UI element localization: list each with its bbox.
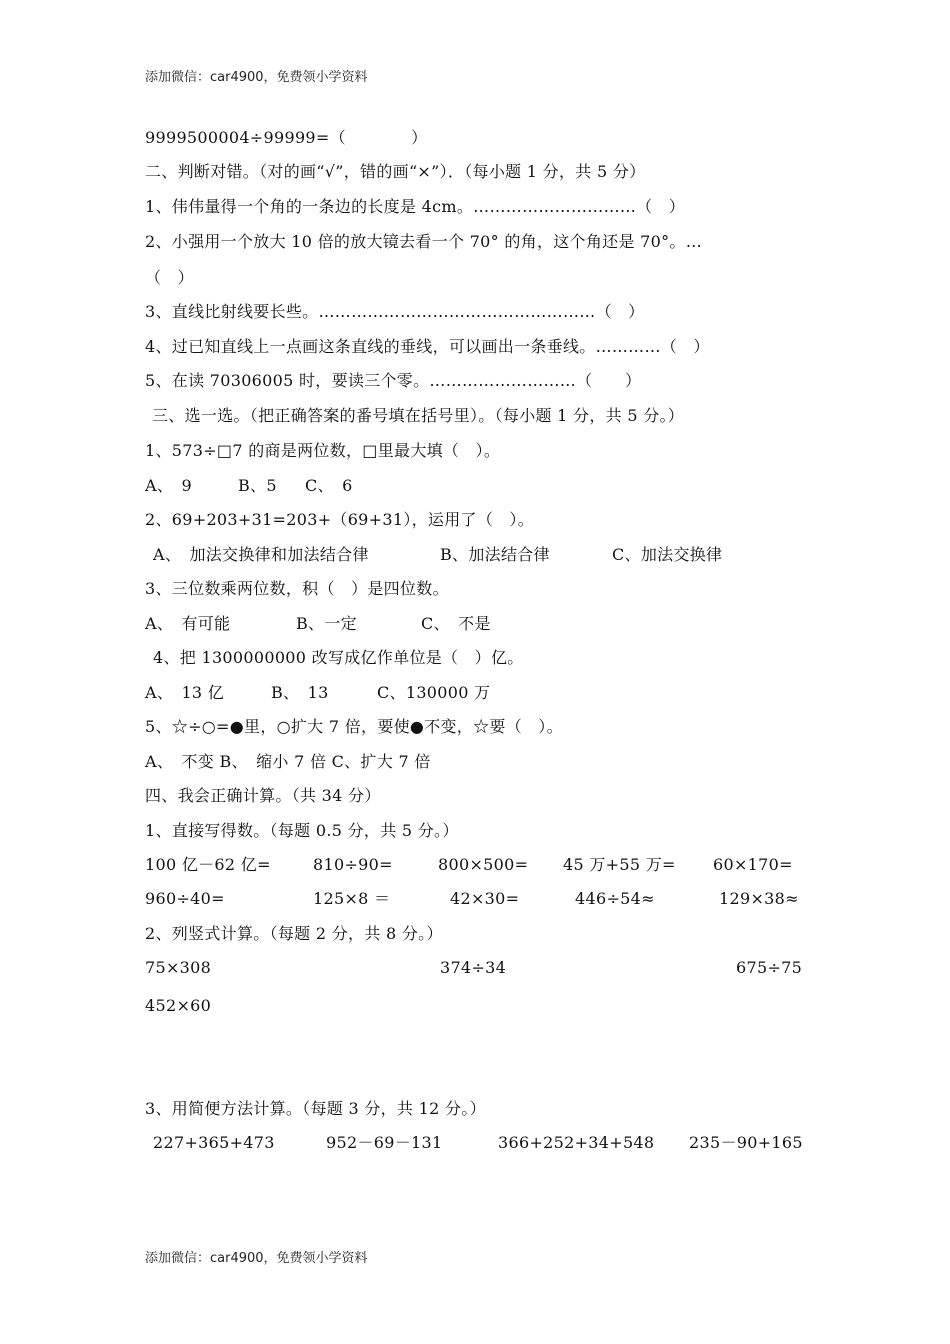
- question-line: 4、过已知直线上一点画这条直线的垂线，可以画出一条垂线。…………（ ）: [145, 337, 710, 356]
- question-line: 3、直线比射线要长些。……………………………………………（ ）: [145, 302, 645, 321]
- option-c: C、 不是: [421, 614, 491, 633]
- answer-bracket: （ ）: [145, 268, 194, 287]
- subsection-title: 2、列竖式计算。（每题 2 分，共 8 分。）: [145, 924, 443, 943]
- question-line: 1、573÷□7 的商是两位数，□里最大填（ ）。: [145, 441, 501, 460]
- oral-calc-row: [0, 889, 950, 909]
- oral-item: 129×38≈: [719, 889, 799, 908]
- vertical-item: 675÷75: [736, 958, 803, 977]
- section-title-judge: 二、判断对错。（对的画“√”，错的画“×”）．（每小题 1 分，共 5 分）: [145, 162, 646, 181]
- oral-item: 42×30=: [450, 889, 520, 908]
- option-a: A、 13 亿: [145, 683, 225, 702]
- oral-item: 800×500=: [438, 855, 529, 874]
- options-row: [0, 545, 950, 565]
- simple-item: 366+252+34+548: [498, 1133, 655, 1152]
- subsection-title: 1、直接写得数。（每题 0.5 分，共 5 分。）: [145, 821, 459, 840]
- options-row: [0, 476, 950, 496]
- oral-item: 960÷40=: [145, 889, 225, 908]
- question-line: 5、在读 70306005 时，要读三个零。………………………（ ）: [145, 371, 642, 390]
- option-c: C、130000 万: [377, 683, 491, 702]
- page-header: 添加微信：car4900，免费领小学资料: [145, 70, 368, 85]
- oral-item: 45 万+55 万=: [563, 855, 676, 874]
- section-title-choose: 三、选一选。（把正确答案的番号填在括号里）。（每小题 1 分，共 5 分。）: [152, 406, 685, 425]
- question-line: 4、把 1300000000 改写成亿作单位是（ ）亿。: [153, 648, 524, 667]
- option-a: A、 有可能: [145, 614, 231, 633]
- question-line: 9999500004÷99999=（ ）: [145, 128, 428, 147]
- subsection-title: 3、用简便方法计算。（每题 3 分，共 12 分。）: [145, 1099, 486, 1118]
- option-b: B、加法结合律: [440, 545, 550, 564]
- vertical-calc-row: [0, 958, 950, 978]
- section-title-calc: 四、我会正确计算。（共 34 分）: [145, 786, 381, 805]
- question-line: 2、小强用一个放大 10 倍的放大镜去看一个 70° 的角，这个角还是 70°。…: [145, 232, 702, 251]
- simple-calc-row: [0, 1133, 950, 1153]
- question-line: 2、69+203+31=203+（69+31），运用了（ ）。: [145, 510, 535, 529]
- question-line: 3、三位数乘两位数，积（ ）是四位数。: [145, 579, 449, 598]
- option-b: B、 13: [271, 683, 329, 702]
- option-b: B、一定: [296, 614, 357, 633]
- oral-item: 446÷54≈: [575, 889, 655, 908]
- options-row: [0, 614, 950, 634]
- simple-item: 227+365+473: [153, 1133, 275, 1152]
- question-line: 1、伟伟量得一个角的一条边的长度是 4cm。…………………………（ ）: [145, 197, 686, 216]
- simple-item: 235－90+165: [689, 1133, 803, 1152]
- option-a: A、 加法交换律和加法结合律: [153, 545, 369, 564]
- oral-item: 810÷90=: [313, 855, 393, 874]
- options-row: A、 不变 B、 缩小 7 倍 C、扩大 7 倍: [145, 752, 431, 771]
- oral-item: 100 亿－62 亿=: [145, 855, 271, 874]
- oral-calc-row: [0, 855, 950, 875]
- oral-item: 60×170=: [713, 855, 793, 874]
- vertical-item: 374÷34: [440, 958, 507, 977]
- oral-item: 125×8 ＝: [313, 889, 391, 908]
- option-c: C、加法交换律: [612, 545, 723, 564]
- option-a: A、 9: [145, 476, 192, 495]
- question-line: 5、☆÷○=●里，○扩大 7 倍，要使●不变，☆要（ ）。: [145, 717, 563, 736]
- simple-item: 952－69－131: [326, 1133, 443, 1152]
- vertical-item: 75×308: [145, 958, 212, 977]
- option-b: B、5: [238, 476, 277, 495]
- option-c: C、 6: [305, 476, 353, 495]
- page-footer: 添加微信：car4900，免费领小学资料: [145, 1251, 368, 1266]
- options-row: [0, 683, 950, 703]
- vertical-item: 452×60: [145, 996, 212, 1015]
